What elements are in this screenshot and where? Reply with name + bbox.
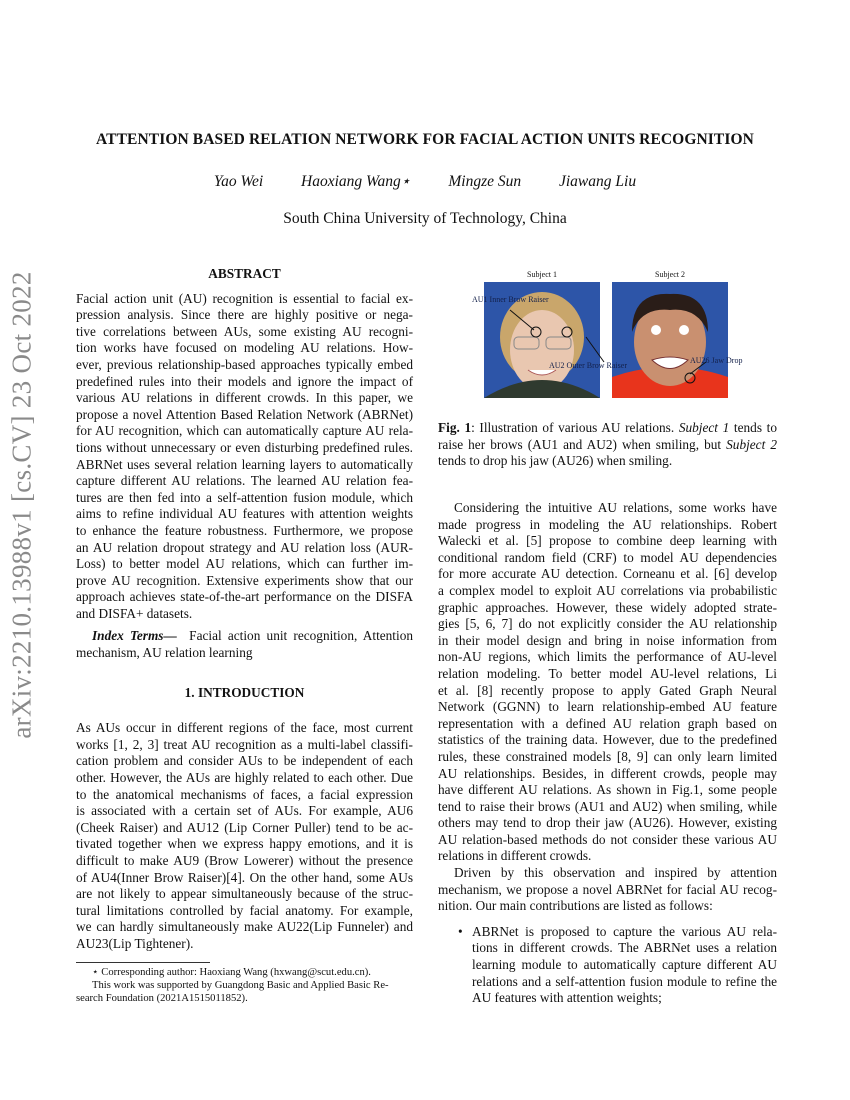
text-line: Facial action unit (AU) recognition is essential to facial ex- bbox=[76, 290, 413, 306]
text-line: other. However, the AUs are highly related to each other. Due bbox=[76, 770, 413, 786]
text-line: AU relationships. Besides, in different crowds, people may bbox=[438, 765, 777, 781]
caption-text: Subject 1 bbox=[678, 420, 730, 435]
figure-caption bbox=[438, 420, 777, 470]
au2-label: AU2 Outer Brow Raiser bbox=[549, 361, 627, 370]
text-line: non-AU regions, which limits the performance of AU-level bbox=[438, 649, 777, 665]
text-line: tive correlations between AUs, some existing AU recogni- bbox=[76, 323, 413, 339]
text-line: statistics of the training data. However, due to the predefined bbox=[438, 732, 777, 748]
bullet-text bbox=[472, 924, 777, 1007]
index-terms-text: Facial action unit recognition, Attention bbox=[189, 628, 413, 644]
text-line: and DISFA+ datasets. bbox=[76, 605, 193, 621]
text-line: pression analysis. Since there are highly positive or nega- bbox=[76, 307, 413, 323]
text-line: approach achieves state-of-the-art performance on the DISFA bbox=[76, 589, 413, 605]
caption-text: : Illustration of various AU relations. bbox=[471, 420, 679, 435]
text-line: tivated together when we express happy emotions, and it is bbox=[76, 836, 413, 852]
author: Haoxiang Wang⋆ bbox=[301, 173, 411, 190]
text-line: et al. [8] recently propose to apply Gated Graph Neural bbox=[438, 682, 777, 698]
contribution-bullet bbox=[438, 924, 777, 1007]
text-line: relations and a self-attention fusion module to refine the bbox=[472, 973, 777, 989]
text-line: various AU relations in different crowds. In this paper, we bbox=[76, 390, 413, 406]
paper-title: ATTENTION BASED RELATION NETWORK FOR FACIAL ACTION UNITS RECOGNITION bbox=[96, 131, 754, 148]
text-line: ever, previous relationship-based approaches typically embed bbox=[76, 356, 413, 372]
author: Mingze Sun bbox=[448, 173, 522, 190]
text-line: As AUs occur in different regions of the face, most current bbox=[76, 720, 413, 736]
caption-text: tends to bbox=[729, 420, 777, 435]
text-line: relations in different crowds. bbox=[438, 848, 592, 864]
text-line: we can hardly simultaneously make AU22(Lip Funneler) and bbox=[76, 919, 413, 935]
left-column bbox=[76, 266, 413, 953]
caption-text: Subject 2 bbox=[726, 436, 777, 452]
text-line: to the anatomical mechanisms of faces, a facial expression bbox=[76, 786, 413, 802]
affiliation: South China University of Technology, China bbox=[283, 210, 567, 227]
text-line: mechanism, we propose a novel ABRNet for facial AU recog- bbox=[438, 881, 777, 897]
right-column bbox=[438, 500, 777, 1007]
footnote bbox=[76, 966, 413, 1005]
footnote-line: ⋆ Corresponding author: Haoxiang Wang (hxwang@scut.edu.cn). bbox=[92, 967, 371, 978]
text-line: propose a novel Attention Based Relation Network (ABRNet) bbox=[76, 406, 413, 422]
text-line: AU23(Lip Tightener). bbox=[76, 935, 194, 951]
text-line: predefined rules into their models and ignore the impact of bbox=[76, 373, 413, 389]
au1-label: AU1 Inner Brow Raiser bbox=[472, 295, 549, 304]
text-line: an AU relation dropout strategy and AU relation loss (AUR- bbox=[76, 539, 413, 555]
index-terms bbox=[76, 628, 413, 661]
intro-body bbox=[76, 720, 413, 952]
au26-label: AU26 Jaw Drop bbox=[690, 356, 743, 365]
text-line: rules, these constrained models [8, 9] can only learn limited bbox=[438, 748, 777, 764]
arxiv-side-stamp: arXiv:2210.13988v1 [cs.CV] 23 Oct 2022 bbox=[6, 271, 37, 739]
text-line: conditional random field (CRF) to model AU dependencies bbox=[438, 549, 777, 565]
text-line: capture different AU relations. The learned AU relation fea- bbox=[76, 473, 413, 489]
text-line: Loss) to better model AU relations, which can further im- bbox=[76, 556, 413, 572]
text-line: learning module to automatically capture different AU bbox=[472, 957, 777, 973]
text-line: tion works have focused on modeling AU relations. How- bbox=[76, 340, 413, 356]
index-terms-text: mechanism, AU relation learning bbox=[76, 645, 253, 661]
text-line: for more accurate AU detection. Corneanu et al. [6] develop bbox=[438, 566, 777, 582]
subject1-label: Subject 1 bbox=[527, 270, 557, 279]
abstract-body bbox=[76, 291, 413, 623]
text-line: Considering the intuitive AU relations, some works have bbox=[454, 500, 777, 515]
text-line: aims to refine individual AU features with attention weights bbox=[76, 506, 413, 522]
text-line: for AU recognition, which can automatically capture AU rela- bbox=[76, 423, 413, 439]
text-line: tures are then fed into a self-attention fusion module, which bbox=[76, 489, 413, 505]
text-line: ABRNet uses several relation learning layers to automatically bbox=[76, 456, 413, 472]
text-line: to enhance the feature robustness. Furthermore, we propose bbox=[76, 522, 413, 538]
text-line: tural limitations controlled by facial anatomy. For example, bbox=[76, 902, 413, 918]
caption-text: tends to drop his jaw (AU26) when smiling. bbox=[438, 453, 673, 469]
text-line: have different AU relations. As shown in Fig.1, some people bbox=[438, 782, 777, 798]
text-line: tions in different crowds. The ABRNet uses a relation bbox=[472, 940, 777, 956]
index-terms-label: Index Terms— bbox=[92, 628, 177, 644]
text-line: difficult to make AU9 (Brow Lowerer) without the presence bbox=[76, 853, 413, 868]
text-line: a complex model to exploit AU correlations via probabilistic bbox=[438, 582, 777, 598]
paragraph bbox=[438, 500, 777, 865]
intro-heading: 1. INTRODUCTION bbox=[184, 684, 305, 700]
author: Jiawang Liu bbox=[559, 173, 637, 190]
text-line: made progress in modeling the AU relationships. Robert bbox=[438, 516, 777, 532]
text-line: in their model design and bring in noise information from bbox=[438, 632, 777, 648]
subject2-label: Subject 2 bbox=[655, 270, 685, 279]
text-line: Driven by this observation and inspired by attention bbox=[454, 865, 777, 881]
caption-prefix: Fig. 1 bbox=[438, 420, 472, 435]
text-line: works [1, 2, 3] treat AU recognition as a multi-label classifi- bbox=[76, 736, 413, 752]
footnote-rule bbox=[76, 962, 210, 963]
text-line: tions without unnecessary or even disturbing predefined rules. bbox=[76, 439, 413, 455]
text-line: graphic approaches. However, these widely adopted strate- bbox=[438, 599, 777, 615]
text-line: prove AU recognition. Extensive experiments show that our bbox=[76, 572, 413, 588]
author-list bbox=[0, 172, 850, 191]
footnote-line: This work was supported by Guangdong Basic and Applied Basic Re- bbox=[92, 980, 389, 991]
paragraph bbox=[438, 865, 777, 915]
text-line: relation modeling. To better model AU-level relations, Li bbox=[438, 665, 777, 681]
author: Yao Wei bbox=[213, 173, 264, 190]
caption-text: raise her brows (AU1 and AU2) when smiling, but bbox=[438, 436, 727, 452]
text-line: (Cheek Raiser) and AU12 (Lip Corner Puller) tend to be ac- bbox=[76, 819, 413, 835]
text-line: cation problem and consider AUs to be independent of each bbox=[76, 753, 413, 769]
text-line: are not likely to appear simultaneously because of the struc- bbox=[76, 886, 413, 902]
text-line: ABRNet is proposed to capture the various AU rela- bbox=[472, 923, 777, 939]
text-line: nition. Our main contributions are listed as follows: bbox=[438, 898, 713, 914]
text-line: Network (GGNN) to learn relationship-embed AU feature bbox=[438, 699, 777, 715]
text-line: is associated with a certain set of AUs. For example, AU6 bbox=[76, 803, 413, 819]
abstract-heading: ABSTRACT bbox=[208, 266, 281, 281]
text-line: AU relation-based methods do not consider these various AU bbox=[438, 831, 777, 847]
text-line: of AU4(Inner Brow Raiser)[4]. On the other hand, some AUs bbox=[76, 869, 413, 885]
text-line: gies [5, 6, 7] do not explicitly consider the AU relationship bbox=[438, 616, 777, 632]
text-line: tend to raise their brows (AU1 and AU2) when smiling, while bbox=[438, 798, 777, 814]
text-line: representation with a defined AU relation graph based on bbox=[438, 715, 777, 731]
text-line: AU features with attention weights; bbox=[472, 990, 662, 1006]
text-line: others may tend to drop their jaw (AU26). However, existing bbox=[438, 815, 777, 831]
footnote-line: search Foundation (2021A1515011852). bbox=[76, 993, 248, 1004]
text-line: Walecki et al. [5] propose to combine deep learning with bbox=[438, 533, 777, 549]
bullet-icon: • bbox=[458, 923, 463, 939]
